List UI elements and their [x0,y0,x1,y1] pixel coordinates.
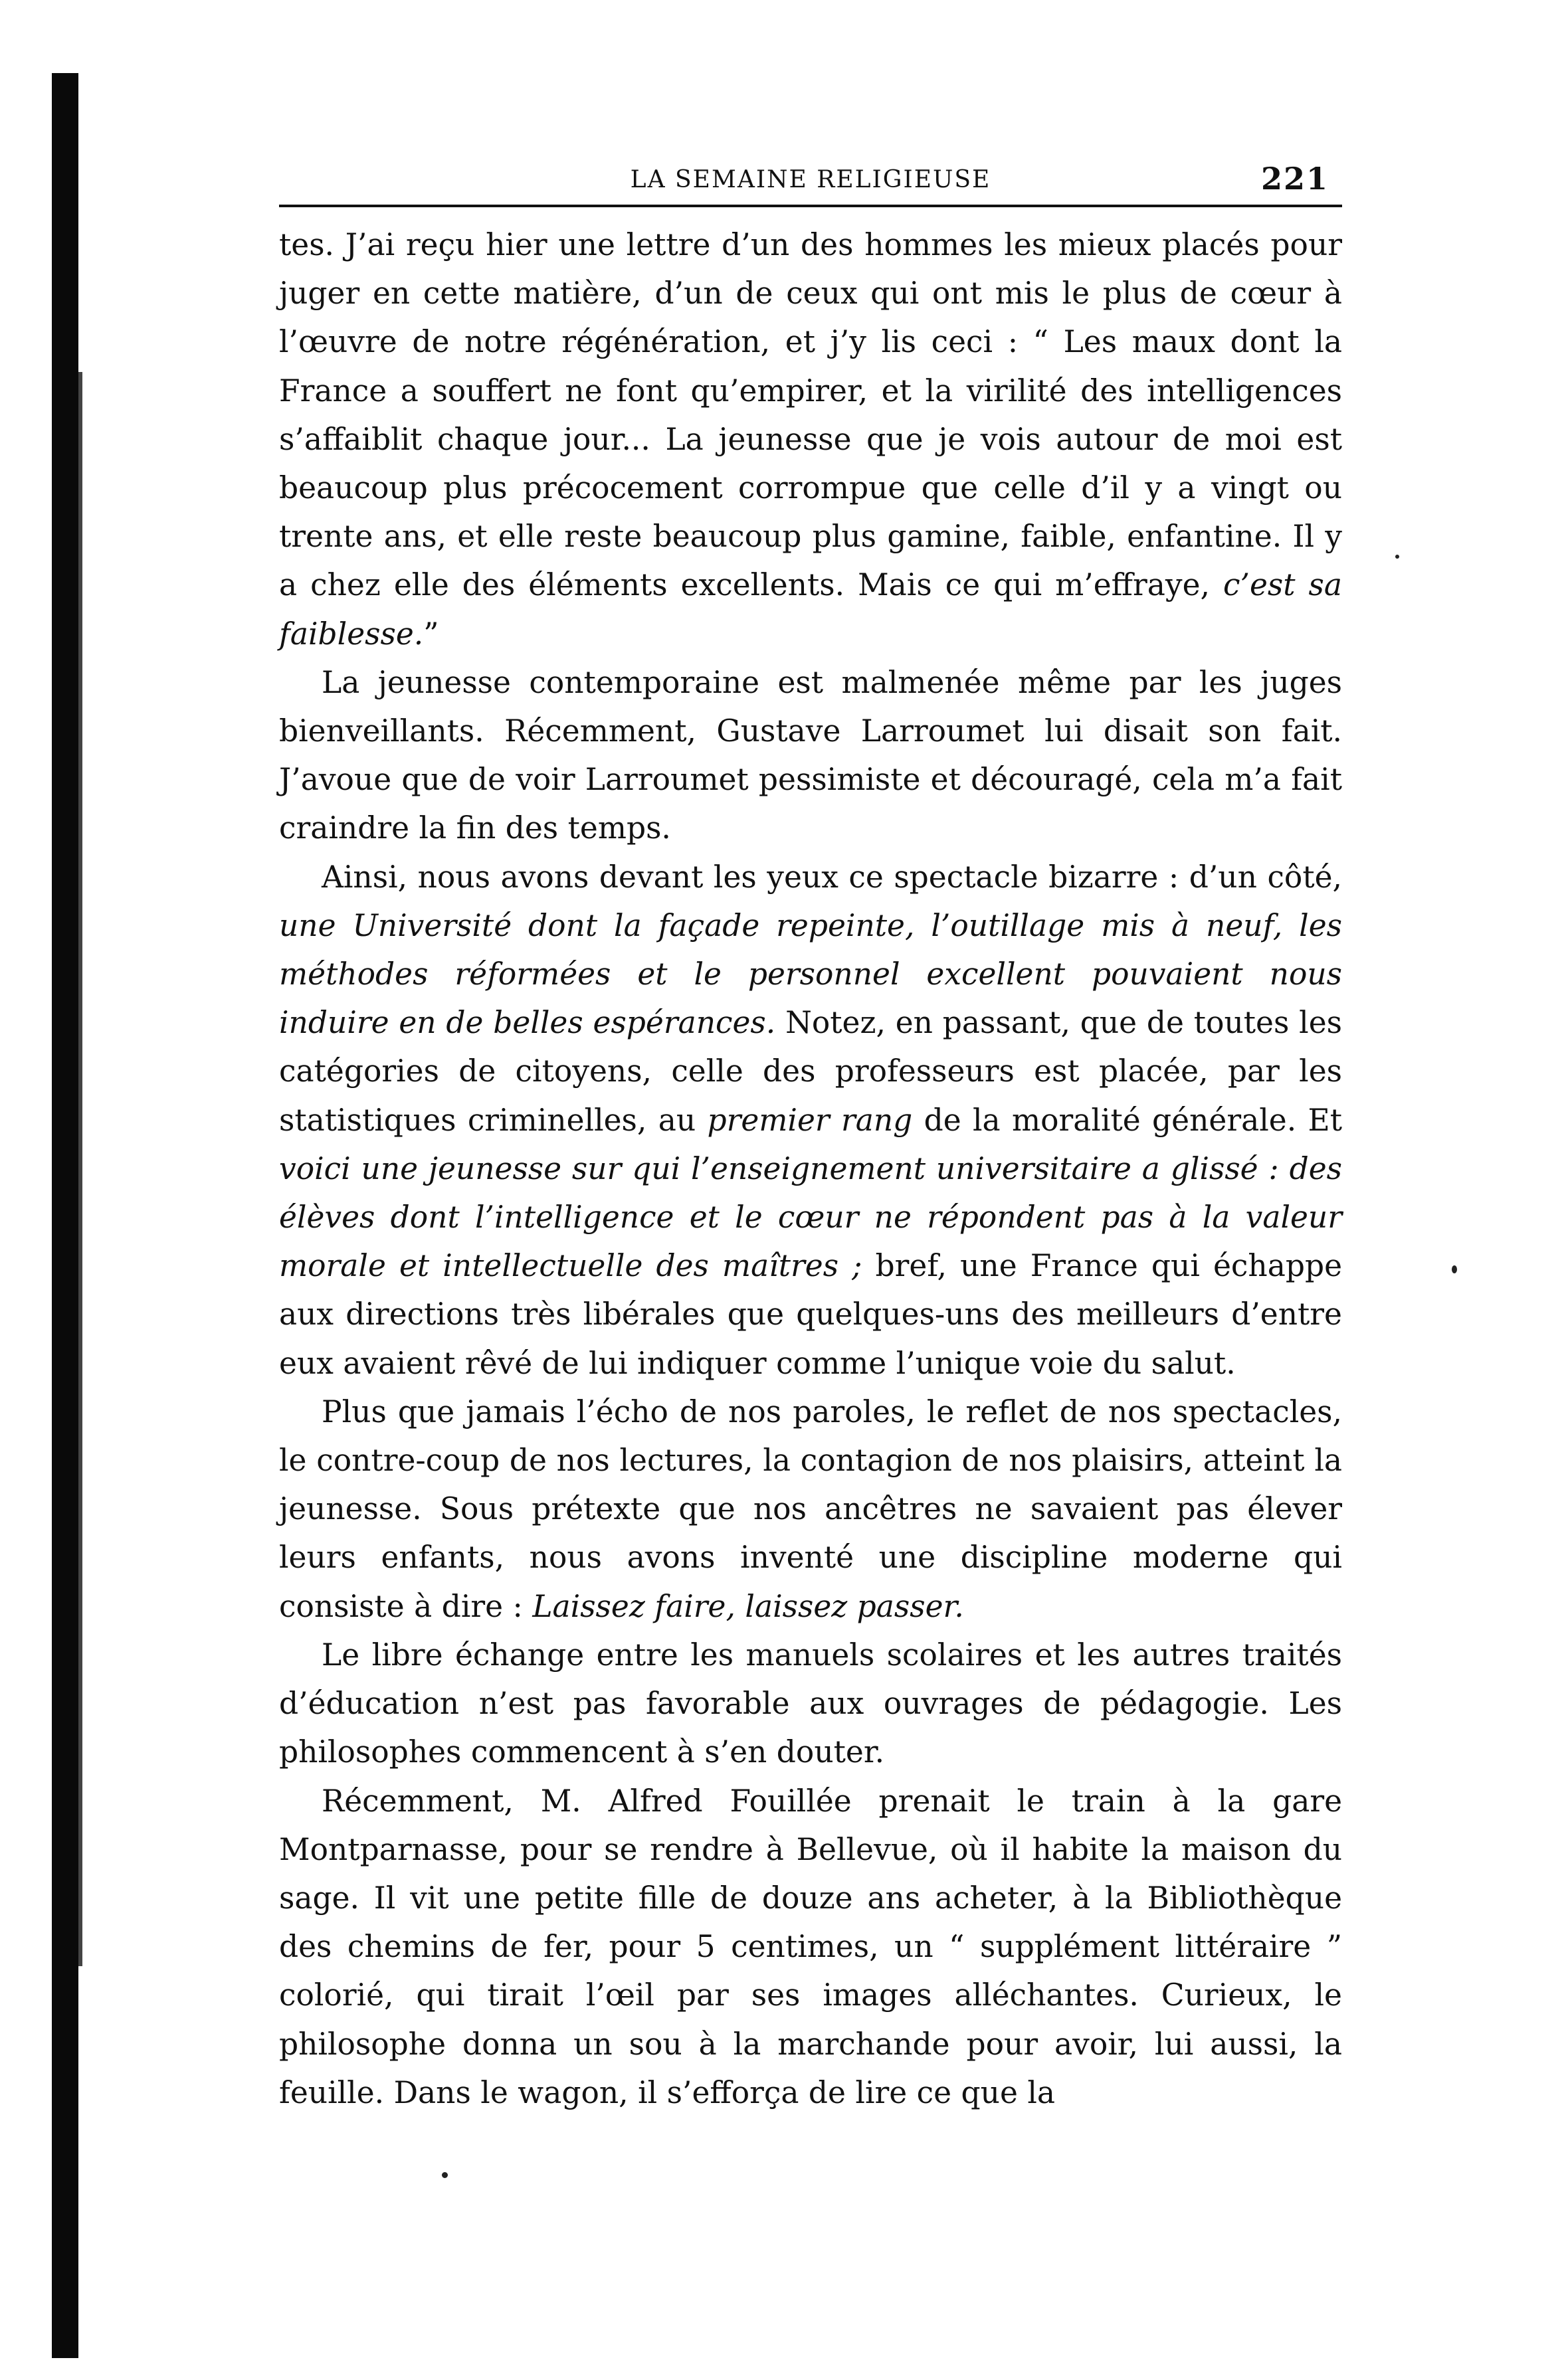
text-run: ” [423,616,439,652]
body-text [279,221,1342,2117]
running-head [279,158,1342,201]
header-rule [279,205,1342,207]
italic-text: voici une jeunesse sur qui l’enseignement universitaire a glissé : des élèves dont l’intelligence et le cœur ne répondent pas à la valeur morale et intellectuelle des maîtres ; [279,1150,1342,1284]
scan-binding-shadow [78,372,82,1966]
paragraph [279,1777,1342,2117]
text-run: La jeunesse contemporaine est malmenée même par les juges bienveillants. Récemment, Gustave Larroumet lui disait son fait. J’avoue que de voir Larroumet pessimiste et découragé, cela m’a fait craindre la fin des temps. [279,664,1342,846]
book-page [279,158,1342,2117]
print-speck [442,2172,448,2178]
running-title: LA SEMAINE RELIGIEUSE [630,166,991,193]
paragraph [279,1631,1342,1777]
page-number: 221 [1260,161,1329,197]
text-run: tes. J’ai reçu hier une lettre d’un des hommes les mieux placés pour juger en cette matière, d’un de ceux qui ont mis le plus de cœur à l’œuvre de notre régénération, et j’y lis ceci : “ Les maux dont la France a souffert ne font qu’empirer, et la virilité des intelligences s’affaiblit chaque jour... La jeunesse que je vois autour de moi est beaucoup plus précocement corrompue que celle d’il y a vingt ou trente ans, et elle reste beaucoup plus gamine, faible, enfantine. Il y a chez elle des éléments excellents. Mais ce qui m’effraye, [279,227,1342,603]
italic-text: c’est sa faiblesse. [279,567,1342,652]
print-speck [1452,1265,1457,1273]
paragraph [279,853,1342,1388]
italic-text: premier rang [707,1102,913,1138]
paragraph [279,1388,1342,1631]
text-run: Plus que jamais l’écho de nos paroles, le reflet de nos spectacles, le contre-coup de nos lectures, la contagion de nos plaisirs, atteint la jeunesse. Sous prétexte que nos ancêtres ne savaient pas élever leurs enfants, nous avons inventé une discipline moderne qui consiste à dire : [279,1394,1342,1624]
text-run: Le libre échange entre les manuels scolaires et les autres traités d’éducation n’est pas favorable aux ouvrages de pédagogie. Les philosophes commencent à s’en douter. [279,1637,1342,1770]
text-run: bref, une France qui échappe aux directions très libérales que quelques-uns des meilleurs d’entre eux avaient rêvé de lui indiquer comme l’unique voie du salut. [279,1248,1343,1381]
paragraph [279,658,1342,853]
text-run: Ainsi, nous avons devant les yeux ce spectacle bizarre : d’un côté, [322,859,1342,895]
italic-text: une Université dont la façade repeinte, l’outillage mis à neuf, les méthodes réformées et le personnel excellent pouvaient nous induire en de belles espérances. [279,907,1342,1041]
paragraph [279,221,1342,658]
scan-binding-edge [52,73,78,2358]
text-run: Notez, en passant, que de toutes les catégories de citoyens, celle des professeurs est placée, par les statistiques criminelles, au [279,1005,1342,1138]
print-speck [1395,555,1399,559]
italic-text: Laissez faire, laissez passer. [532,1588,964,1624]
text-run: Récemment, M. Alfred Fouillée prenait le train à la gare Montparnasse, pour se rendre à Bellevue, où il habite la maison du sage. Il vit une petite fille de douze ans acheter, à la Bibliothèque des chemins de fer, pour 5 centimes, un “ supplément littéraire ” colorié, qui tirait l’œil par ses images alléchantes. Curieux, le philosophe donna un sou à la marchande pour avoir, lui aussi, la feuille. Dans le wagon, il s’efforça de lire ce que la [279,1783,1342,2110]
text-run: de la moralité générale. Et [912,1102,1342,1138]
